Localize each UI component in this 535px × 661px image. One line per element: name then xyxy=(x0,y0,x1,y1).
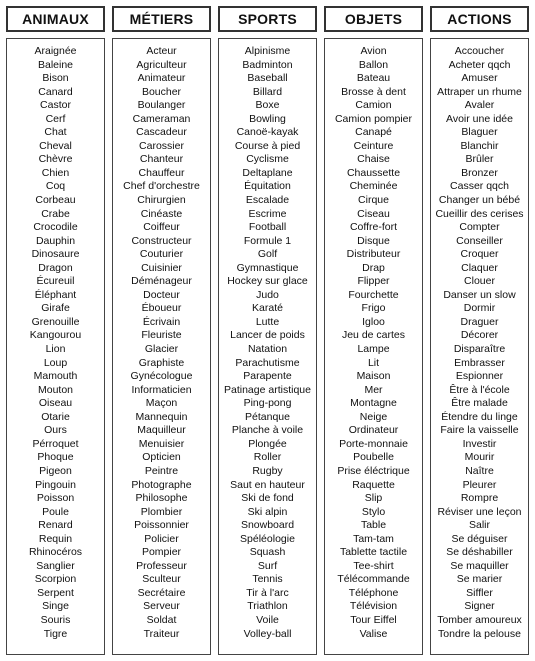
list-item: Écrivain xyxy=(142,315,181,328)
list-item: Cheminée xyxy=(349,180,398,193)
list-item: Lit xyxy=(367,356,380,369)
list-item: Être à l'école xyxy=(449,383,510,396)
list-item: Secrétaire xyxy=(137,586,186,599)
list-item: Signer xyxy=(464,600,495,613)
list-item: Escrime xyxy=(248,207,287,220)
list-item: Chauffeur xyxy=(138,166,185,179)
list-item: Formule 1 xyxy=(243,234,292,247)
column-header: SPORTS xyxy=(218,6,317,32)
list-item: Tablette tactile xyxy=(339,546,408,559)
list-item: Docteur xyxy=(143,288,180,301)
list-item: Snowboard xyxy=(240,519,295,532)
list-item: Bison xyxy=(42,72,69,85)
list-item: Boulanger xyxy=(137,99,186,112)
list-item: Kangourou xyxy=(29,329,82,342)
list-item: Éboueur xyxy=(141,302,182,315)
list-item: Canard xyxy=(38,85,73,98)
list-item: Équitation xyxy=(244,180,291,193)
list-item: Tondre la pelouse xyxy=(438,627,521,640)
list-item: Mourir xyxy=(464,451,495,464)
list-item: Parapente xyxy=(243,370,292,383)
list-item: Écureuil xyxy=(36,275,75,288)
list-item: Ping-pong xyxy=(243,397,292,410)
list-item: Crocodile xyxy=(33,221,78,234)
list-item: Parachutisme xyxy=(235,356,300,369)
list-item: Tir à l'arc xyxy=(246,586,289,599)
list-item: Raquette xyxy=(352,478,395,491)
list-item: Brosse à dent xyxy=(341,85,406,98)
list-item: Mannequin xyxy=(135,410,188,423)
list-item: Blanchir xyxy=(460,139,499,152)
list-item: Neige xyxy=(359,410,388,423)
list-item: Rugby xyxy=(252,464,283,477)
list-item: Dormir xyxy=(463,302,496,315)
list-item: Chef d'orchestre xyxy=(123,180,200,193)
list-item: Gynécologue xyxy=(130,370,193,383)
list-item: Ordinateur xyxy=(348,424,399,437)
word-list-grid xyxy=(6,6,529,655)
list-item: Poubelle xyxy=(353,451,394,464)
list-item: Chanteur xyxy=(139,153,184,166)
list-item: Chaussette xyxy=(346,166,401,179)
list-item: Dragon xyxy=(38,261,73,274)
list-item: Spéléologie xyxy=(240,532,295,545)
column-list xyxy=(6,38,105,655)
list-item: Tomber amoureux xyxy=(437,613,522,626)
list-item: Télévision xyxy=(349,600,398,613)
list-item: Télécommande xyxy=(337,573,410,586)
list-item: Ciseau xyxy=(357,207,390,220)
list-item: Avoir une idée xyxy=(446,112,513,125)
list-item: Amuser xyxy=(461,72,498,85)
list-item: Sanglier xyxy=(36,559,75,572)
list-item: Gymnastique xyxy=(236,261,299,274)
list-item: Poisson xyxy=(36,492,75,505)
column-animaux xyxy=(6,6,105,655)
list-item: Grenouille xyxy=(31,315,80,328)
list-item: Cuisinier xyxy=(141,261,182,274)
column-métiers xyxy=(112,6,211,655)
list-item: Décorer xyxy=(460,329,499,342)
list-item: Pigeon xyxy=(39,464,72,477)
list-item: Serveur xyxy=(143,600,180,613)
column-objets xyxy=(324,6,423,655)
list-item: Étendre du linge xyxy=(441,410,518,423)
list-item: Lampe xyxy=(357,343,390,356)
column-header: MÉTIERS xyxy=(112,6,211,32)
list-item: Acheter qqch xyxy=(448,58,511,71)
list-item: Chaise xyxy=(357,153,390,166)
list-item: Coq xyxy=(45,180,66,193)
list-item: Chat xyxy=(44,126,67,139)
list-item: Maison xyxy=(356,370,391,383)
column-list xyxy=(112,38,211,655)
list-item: Espionner xyxy=(455,370,504,383)
list-item: Constructeur xyxy=(131,234,192,247)
list-item: Canoë-kayak xyxy=(236,126,299,139)
list-item: Graphiste xyxy=(138,356,185,369)
list-item: Être malade xyxy=(451,397,508,410)
list-item: Scorpion xyxy=(34,573,77,586)
list-item: Camion xyxy=(355,99,392,112)
list-item: Mer xyxy=(364,383,383,396)
list-item: Attraper un rhume xyxy=(437,85,522,98)
list-item: Cyclisme xyxy=(246,153,289,166)
list-item: Stylo xyxy=(361,505,386,518)
list-item: Phoque xyxy=(37,451,74,464)
list-item: Plombier xyxy=(140,505,183,518)
list-item: Coiffeur xyxy=(143,221,180,234)
list-item: Pompier xyxy=(141,546,182,559)
list-item: Volley-ball xyxy=(243,627,292,640)
list-item: Croquer xyxy=(460,248,499,261)
list-item: Rompre xyxy=(460,492,499,505)
list-item: Se maquiller xyxy=(450,559,509,572)
list-item: Soldat xyxy=(146,613,177,626)
list-item: Pleurer xyxy=(462,478,497,491)
list-item: Conseiller xyxy=(456,234,503,247)
list-item: Danser un slow xyxy=(443,288,516,301)
list-item: Cheval xyxy=(39,139,72,152)
list-item: Ballon xyxy=(358,58,389,71)
list-item: Pétanque xyxy=(245,410,290,423)
list-item: Professeur xyxy=(136,559,187,572)
list-item: Cirque xyxy=(358,194,389,207)
list-item: Baseball xyxy=(247,72,288,85)
list-item: Serpent xyxy=(37,586,74,599)
column-actions xyxy=(430,6,529,655)
list-item: Clouer xyxy=(464,275,495,288)
list-item: Rhinocéros xyxy=(28,546,83,559)
list-item: Agriculteur xyxy=(136,58,187,71)
list-item: Policier xyxy=(144,532,179,545)
list-item: Castor xyxy=(40,99,71,112)
column-list xyxy=(218,38,317,655)
list-item: Lutte xyxy=(255,315,280,328)
list-item: Cinéaste xyxy=(140,207,183,220)
list-item: Pingouin xyxy=(35,478,76,491)
list-item: Dauphin xyxy=(35,234,76,247)
column-list xyxy=(324,38,423,655)
list-item: Course à pied xyxy=(234,139,301,152)
list-item: Araignée xyxy=(34,45,77,57)
list-item: Tennis xyxy=(252,573,283,586)
list-item: Table xyxy=(360,519,387,532)
list-item: Se déguiser xyxy=(451,532,508,545)
list-item: Disparaître xyxy=(453,343,506,356)
list-item: Squash xyxy=(249,546,286,559)
list-item: Acteur xyxy=(146,45,177,57)
list-item: Montagne xyxy=(350,397,397,410)
list-item: Natation xyxy=(247,343,288,356)
list-item: Traiteur xyxy=(143,627,180,640)
list-item: Loup xyxy=(43,356,68,369)
list-item: Ours xyxy=(44,424,67,437)
list-item: Singe xyxy=(42,600,69,613)
list-item: Ceinture xyxy=(353,139,394,152)
list-item: Chien xyxy=(41,166,70,179)
list-item: Cascadeur xyxy=(136,126,187,139)
column-header: ACTIONS xyxy=(430,6,529,32)
list-item: Pérroquet xyxy=(32,437,79,450)
list-item: Animateur xyxy=(137,72,186,85)
list-item: Frigo xyxy=(361,302,386,315)
list-item: Siffler xyxy=(466,586,493,599)
list-item: Maçon xyxy=(145,397,178,410)
list-item: Drap xyxy=(362,261,385,274)
list-item: Éléphant xyxy=(34,288,77,301)
list-item: Otarie xyxy=(41,410,70,423)
list-item: Réviser une leçon xyxy=(437,505,522,518)
list-item: Judo xyxy=(256,288,279,301)
list-item: Alpinisme xyxy=(244,45,291,57)
list-item: Ski de fond xyxy=(241,492,294,505)
list-item: Baleine xyxy=(37,58,74,71)
list-item: Carossier xyxy=(139,139,184,152)
list-item: Camion pompier xyxy=(334,112,413,125)
list-item: Philosophe xyxy=(135,492,188,505)
list-item: Se marier xyxy=(456,573,503,586)
list-item: Bateau xyxy=(356,72,391,85)
list-item: Boucher xyxy=(141,85,182,98)
list-item: Coffre-fort xyxy=(349,221,398,234)
list-item: Se déshabiller xyxy=(446,546,513,559)
list-item: Accoucher xyxy=(454,45,505,57)
list-item: Hockey sur glace xyxy=(227,275,308,288)
list-item: Corbeau xyxy=(35,194,76,207)
list-item: Triathlon xyxy=(247,600,288,613)
list-item: Déménageur xyxy=(131,275,192,288)
list-item: Crabe xyxy=(41,207,70,220)
list-item: Bowling xyxy=(249,112,286,125)
list-item: Naître xyxy=(465,464,494,477)
list-item: Informaticien xyxy=(131,383,192,396)
list-item: Slip xyxy=(364,492,383,505)
list-item: Tour Eiffel xyxy=(350,613,397,626)
list-item: Casser qqch xyxy=(450,180,509,193)
list-item: Karaté xyxy=(252,302,283,315)
list-item: Football xyxy=(248,221,287,234)
list-item: Photographe xyxy=(131,478,192,491)
list-item: Draguer xyxy=(460,315,499,328)
list-item: Valise xyxy=(359,627,388,640)
list-item: Oiseau xyxy=(38,397,73,410)
list-item: Patinage artistique xyxy=(224,383,311,396)
list-item: Peintre xyxy=(144,464,179,477)
list-item: Prise éléctrique xyxy=(337,464,410,477)
list-item: Cueillir des cerises xyxy=(435,207,524,220)
list-item: Changer un bébé xyxy=(438,194,521,207)
list-item: Mouton xyxy=(37,383,74,396)
list-item: Menuisier xyxy=(138,437,185,450)
list-item: Deltaplane xyxy=(242,166,293,179)
list-item: Distributeur xyxy=(346,248,401,261)
list-item: Planche à voile xyxy=(231,424,304,437)
list-item: Salir xyxy=(468,519,490,532)
list-item: Chèvre xyxy=(38,153,73,166)
list-item: Brûler xyxy=(465,153,494,166)
list-item: Fleuriste xyxy=(141,329,182,342)
list-item: Cameraman xyxy=(132,112,191,125)
column-list xyxy=(430,38,529,655)
list-item: Faire la vaisselle xyxy=(440,424,519,437)
list-item: Requin xyxy=(38,532,73,545)
list-item: Flipper xyxy=(357,275,390,288)
list-item: Tam-tam xyxy=(353,532,394,545)
list-item: Girafe xyxy=(41,302,70,315)
list-item: Badminton xyxy=(242,58,293,71)
column-header: OBJETS xyxy=(324,6,423,32)
list-item: Maquilleur xyxy=(137,424,186,437)
list-item: Boxe xyxy=(255,99,280,112)
list-item: Bronzer xyxy=(461,166,498,179)
column-header: ANIMAUX xyxy=(6,6,105,32)
list-item: Dinosaure xyxy=(31,248,80,261)
list-item: Golf xyxy=(257,248,278,261)
list-item: Claquer xyxy=(461,261,498,274)
list-item: Jeu de cartes xyxy=(341,329,406,342)
list-item: Igloo xyxy=(362,315,385,328)
list-item: Blaguer xyxy=(461,126,498,139)
list-item: Canapé xyxy=(355,126,392,139)
list-item: Couturier xyxy=(139,248,184,261)
list-item: Escalade xyxy=(245,194,290,207)
list-item: Cerf xyxy=(45,112,66,125)
list-item: Saut en hauteur xyxy=(230,478,305,491)
list-item: Chirurgien xyxy=(137,194,186,207)
list-item: Lion xyxy=(45,343,66,356)
list-item: Plongée xyxy=(248,437,287,450)
list-item: Porte-monnaie xyxy=(339,437,408,450)
list-item: Tee-shirt xyxy=(353,559,394,572)
list-item: Surf xyxy=(257,559,278,572)
list-item: Renard xyxy=(38,519,73,532)
list-item: Sculteur xyxy=(142,573,181,586)
list-item: Glacier xyxy=(144,343,179,356)
list-item: Compter xyxy=(459,221,500,234)
list-item: Poule xyxy=(42,505,69,518)
list-item: Voile xyxy=(256,613,279,626)
list-item: Téléphone xyxy=(348,586,399,599)
list-item: Souris xyxy=(40,613,71,626)
list-item: Embrasser xyxy=(454,356,505,369)
list-item: Avaler xyxy=(464,99,495,112)
list-item: Disque xyxy=(357,234,390,247)
list-item: Avion xyxy=(360,45,387,57)
list-item: Ski alpin xyxy=(247,505,288,518)
list-item: Fourchette xyxy=(348,288,399,301)
list-item: Mamouth xyxy=(33,370,78,383)
list-item: Opticien xyxy=(142,451,181,464)
list-item: Lancer de poids xyxy=(230,329,305,342)
list-item: Poissonnier xyxy=(134,519,189,532)
list-item: Billard xyxy=(252,85,283,98)
list-item: Tigre xyxy=(43,627,68,640)
column-sports xyxy=(218,6,317,655)
list-item: Roller xyxy=(253,451,282,464)
list-item: Investir xyxy=(462,437,497,450)
